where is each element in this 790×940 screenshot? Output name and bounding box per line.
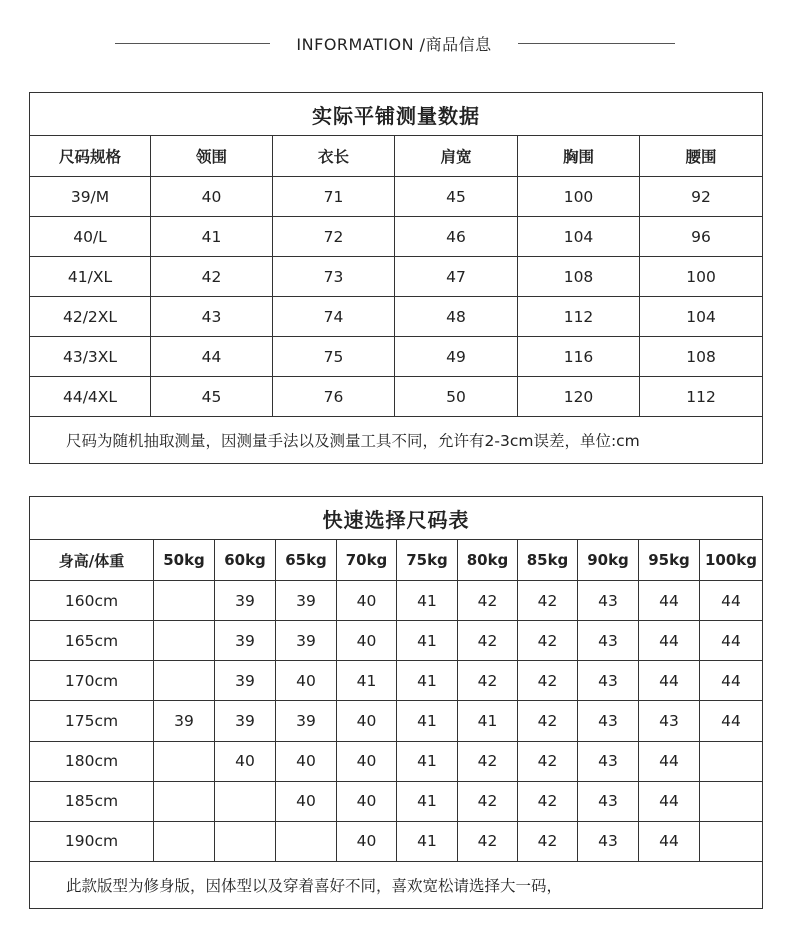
size-value-cell: 42 [518, 741, 578, 781]
size-value-cell: 39 [154, 701, 215, 741]
measurement-cell: 100 [518, 177, 640, 217]
table-row [30, 177, 763, 217]
size-label-cell: 41/XL [30, 257, 151, 297]
size-value-cell: 41 [337, 661, 397, 701]
measurement-cell: 76 [273, 377, 395, 417]
measurement-cell: 100 [640, 257, 763, 297]
column-header-height-weight: 身高/体重 [30, 540, 154, 581]
size-value-cell: 43 [578, 581, 639, 621]
size-value-cell [154, 581, 215, 621]
size-value-cell: 42 [458, 821, 518, 861]
column-header-weight: 95kg [639, 540, 700, 581]
measurement-cell: 92 [640, 177, 763, 217]
size-value-cell [215, 821, 276, 861]
column-header-size: 尺码规格 [30, 136, 151, 177]
size-value-cell: 43 [578, 621, 639, 661]
size-value-cell: 39 [215, 621, 276, 661]
size-value-cell: 42 [458, 581, 518, 621]
measurement-cell: 72 [273, 217, 395, 257]
size-label-cell: 40/L [30, 217, 151, 257]
height-label-cell: 160cm [30, 581, 154, 621]
size-value-cell [154, 781, 215, 821]
size-value-cell: 44 [639, 741, 700, 781]
column-header-weight: 80kg [458, 540, 518, 581]
size-value-cell: 43 [578, 821, 639, 861]
size-value-cell: 39 [215, 581, 276, 621]
table-row [30, 781, 763, 821]
column-header-weight: 90kg [578, 540, 639, 581]
size-value-cell [276, 821, 337, 861]
size-value-cell: 43 [578, 741, 639, 781]
size-value-cell: 41 [397, 781, 458, 821]
size-value-cell: 39 [276, 581, 337, 621]
size-value-cell [700, 821, 763, 861]
size-value-cell: 42 [518, 701, 578, 741]
size-value-cell: 43 [578, 661, 639, 701]
column-header-chest: 胸围 [518, 136, 640, 177]
measurement-cell: 73 [273, 257, 395, 297]
size-value-cell: 43 [639, 701, 700, 741]
measurement-cell: 44 [151, 337, 273, 377]
measurement-cell: 49 [395, 337, 518, 377]
measurement-cell: 116 [518, 337, 640, 377]
size-value-cell: 41 [397, 661, 458, 701]
table-row [30, 821, 763, 861]
size-value-cell: 40 [337, 821, 397, 861]
measurement-cell: 71 [273, 177, 395, 217]
column-header-collar: 领围 [151, 136, 273, 177]
size-value-cell: 44 [700, 621, 763, 661]
size-value-cell: 40 [337, 741, 397, 781]
measurement-cell: 104 [640, 297, 763, 337]
table-row [30, 297, 763, 337]
size-value-cell: 44 [639, 781, 700, 821]
measurement-table-caption: 实际平铺测量数据 [30, 93, 763, 136]
table-row [30, 701, 763, 741]
table-row [30, 621, 763, 661]
table-row [30, 217, 763, 257]
size-value-cell [700, 781, 763, 821]
measurement-cell: 112 [640, 377, 763, 417]
divider-left [115, 43, 270, 44]
size-value-cell: 41 [397, 581, 458, 621]
divider-right [518, 43, 675, 44]
size-value-cell: 44 [700, 661, 763, 701]
size-value-cell: 41 [397, 621, 458, 661]
measurement-table [29, 92, 763, 464]
quick-size-table [29, 496, 763, 909]
table-row [30, 377, 763, 417]
size-value-cell [154, 621, 215, 661]
size-value-cell: 41 [397, 741, 458, 781]
size-value-cell: 42 [458, 741, 518, 781]
measurement-cell: 120 [518, 377, 640, 417]
size-value-cell [154, 661, 215, 701]
size-value-cell [700, 741, 763, 781]
measurement-cell: 46 [395, 217, 518, 257]
size-value-cell: 42 [518, 621, 578, 661]
size-value-cell [154, 821, 215, 861]
size-value-cell [215, 781, 276, 821]
table-row [30, 337, 763, 377]
quick-size-table-caption: 快速选择尺码表 [30, 497, 763, 540]
measurement-cell: 40 [151, 177, 273, 217]
column-header-waist: 腰围 [640, 136, 763, 177]
quick-size-note: 此款版型为修身版，因体型以及穿着喜好不同，喜欢宽松请选择大一码， [30, 861, 763, 908]
measurement-cell: 96 [640, 217, 763, 257]
size-label-cell: 43/3XL [30, 337, 151, 377]
size-value-cell: 43 [578, 781, 639, 821]
column-header-shoulder: 肩宽 [395, 136, 518, 177]
measurement-cell: 41 [151, 217, 273, 257]
size-value-cell: 42 [458, 661, 518, 701]
size-value-cell: 44 [639, 821, 700, 861]
size-value-cell: 44 [639, 621, 700, 661]
column-header-weight: 65kg [276, 540, 337, 581]
measurement-cell: 112 [518, 297, 640, 337]
size-value-cell: 40 [215, 741, 276, 781]
height-label-cell: 170cm [30, 661, 154, 701]
size-value-cell: 42 [518, 821, 578, 861]
size-value-cell: 40 [276, 741, 337, 781]
column-header-weight: 50kg [154, 540, 215, 581]
measurement-cell: 45 [151, 377, 273, 417]
size-label-cell: 42/2XL [30, 297, 151, 337]
size-value-cell: 39 [276, 621, 337, 661]
height-label-cell: 180cm [30, 741, 154, 781]
measurement-cell: 42 [151, 257, 273, 297]
column-header-weight: 75kg [397, 540, 458, 581]
size-value-cell: 39 [276, 701, 337, 741]
size-value-cell: 41 [397, 701, 458, 741]
table-row [30, 661, 763, 701]
size-value-cell: 40 [337, 621, 397, 661]
section-header [0, 28, 790, 58]
size-value-cell: 44 [639, 661, 700, 701]
size-value-cell: 41 [397, 821, 458, 861]
height-label-cell: 185cm [30, 781, 154, 821]
column-header-weight: 70kg [337, 540, 397, 581]
quick-size-header-row [30, 540, 763, 581]
height-label-cell: 190cm [30, 821, 154, 861]
size-value-cell: 42 [518, 581, 578, 621]
column-header-weight: 100kg [700, 540, 763, 581]
size-value-cell: 40 [337, 581, 397, 621]
size-value-cell: 41 [458, 701, 518, 741]
size-value-cell: 44 [700, 581, 763, 621]
size-value-cell: 42 [518, 781, 578, 821]
size-value-cell: 40 [337, 781, 397, 821]
size-value-cell: 39 [215, 701, 276, 741]
size-value-cell: 42 [518, 661, 578, 701]
size-value-cell: 40 [337, 701, 397, 741]
measurement-header-row [30, 136, 763, 177]
table-row [30, 257, 763, 297]
size-label-cell: 44/4XL [30, 377, 151, 417]
section-title: INFORMATION /商品信息 [296, 35, 492, 54]
table-row [30, 581, 763, 621]
size-value-cell: 42 [458, 621, 518, 661]
measurement-cell: 47 [395, 257, 518, 297]
column-header-length: 衣长 [273, 136, 395, 177]
size-value-cell: 43 [578, 701, 639, 741]
measurement-cell: 74 [273, 297, 395, 337]
measurement-cell: 75 [273, 337, 395, 377]
size-value-cell: 40 [276, 781, 337, 821]
measurement-cell: 108 [640, 337, 763, 377]
size-value-cell: 42 [458, 781, 518, 821]
size-label-cell: 39/M [30, 177, 151, 217]
measurement-cell: 43 [151, 297, 273, 337]
height-label-cell: 175cm [30, 701, 154, 741]
size-value-cell: 40 [276, 661, 337, 701]
height-label-cell: 165cm [30, 621, 154, 661]
column-header-weight: 60kg [215, 540, 276, 581]
measurement-cell: 104 [518, 217, 640, 257]
measurement-cell: 45 [395, 177, 518, 217]
column-header-weight: 85kg [518, 540, 578, 581]
size-value-cell: 44 [639, 581, 700, 621]
measurement-note: 尺码为随机抽取测量，因测量手法以及测量工具不同，允许有2-3cm误差，单位:cm [30, 417, 763, 464]
size-value-cell: 44 [700, 701, 763, 741]
table-row [30, 741, 763, 781]
size-value-cell: 39 [215, 661, 276, 701]
measurement-cell: 50 [395, 377, 518, 417]
measurement-cell: 48 [395, 297, 518, 337]
size-value-cell [154, 741, 215, 781]
measurement-cell: 108 [518, 257, 640, 297]
